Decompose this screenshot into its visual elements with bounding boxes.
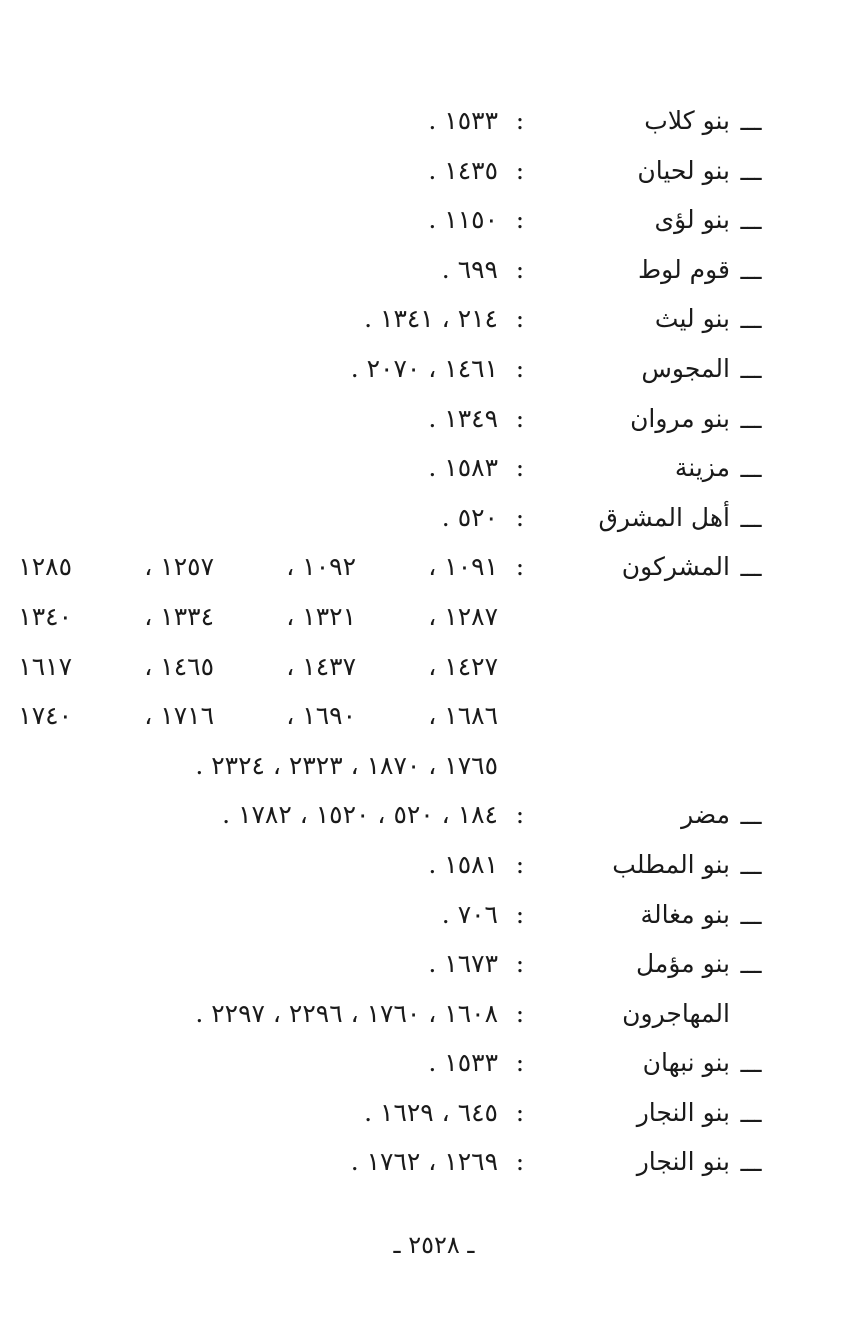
entry-dash: ـــ: [740, 207, 762, 236]
entry-colon: :: [515, 254, 525, 284]
entry-name: بنو مغالة: [640, 899, 730, 929]
entry-references: ١١٥٠ .: [428, 205, 498, 235]
index-entry: [0, 1090, 868, 1140]
entry-references: ٢١٤ ، ١٣٤١ .: [364, 304, 498, 334]
reference-number: ١٢٥٧ ،: [144, 552, 214, 582]
entry-name: بنو النجار: [636, 1147, 730, 1177]
entry-name: مزينة: [674, 453, 730, 483]
entry-colon: :: [515, 849, 525, 879]
entry-references: ١٦٧٣ .: [428, 949, 498, 979]
entry-colon: :: [515, 205, 525, 235]
index-entry: [0, 1040, 868, 1090]
entry-colon: :: [515, 403, 525, 433]
entry-dash: ـــ: [740, 355, 762, 384]
reference-number: ١٢٨٥: [18, 552, 72, 582]
index-entry-muhajirun: [0, 991, 868, 1041]
entry-colon: :: [515, 1048, 525, 1078]
entry-dash: ـــ: [740, 405, 762, 434]
entry-references: ١٦٠٨ ، ١٧٦٠ ، ٢٢٩٦ ، ٢٢٩٧ .: [195, 998, 498, 1028]
entry-references: ٦٤٥ ، ١٦٢٩ .: [364, 1097, 498, 1127]
entry-dash: ـــ: [740, 951, 762, 980]
entry-colon: :: [515, 998, 525, 1028]
entry-references: ٧٠٦ .: [441, 899, 498, 929]
entry-colon: :: [515, 155, 525, 185]
entry-name: بنو المطلب: [612, 849, 730, 879]
entry-references: ١٥٣٣ .: [428, 106, 498, 135]
entry-references: ٥٢٠ .: [441, 502, 498, 532]
reference-number: ١٦١٧: [18, 651, 72, 681]
entry-name: المشركون: [621, 552, 730, 582]
reference-grid-row: [0, 652, 498, 682]
reference-number: ١٤٦٥ ،: [144, 651, 214, 681]
entry-references: ١٤٣٥ .: [428, 155, 498, 185]
entry-dash: ـــ: [740, 901, 762, 930]
entry-dash: ـــ: [740, 1149, 762, 1178]
index-entry: [0, 495, 868, 545]
entry-colon: :: [515, 800, 525, 830]
index-entry: [0, 247, 868, 297]
entry-dash: ـــ: [740, 306, 762, 335]
entry-colon: :: [515, 949, 525, 979]
entry-references: ١٥٨٣ .: [428, 453, 498, 483]
entry-colon: :: [515, 1147, 525, 1177]
reference-number: ١٧٤٠: [18, 701, 72, 731]
entry-name: بنو ليث: [654, 304, 730, 334]
entry-dash: ـــ: [740, 802, 762, 831]
entry-dash: ـــ: [740, 504, 762, 533]
index-entry: [0, 197, 868, 247]
entry-references: ١٥٣٣ .: [428, 1048, 498, 1078]
entry-colon: :: [515, 899, 525, 929]
reference-number: ١٣٣٤ ،: [144, 601, 214, 631]
entry-references: ١٨٤ ، ٥٢٠ ، ١٥٢٠ ، ١٧٨٢ .: [222, 800, 498, 830]
index-entry: [0, 98, 868, 148]
entry-name: بنو لؤى: [654, 205, 730, 235]
entry-name: بنو النجار: [636, 1097, 730, 1127]
entry-dash: ـــ: [740, 1099, 762, 1128]
page-number: ـ ٢٥٢٨ ـ: [393, 1231, 475, 1259]
index-entry-mushrikun: [0, 544, 868, 594]
reference-number: ١٠٩١ ،: [428, 552, 498, 582]
reference-number: ١٤٢٧ ،: [428, 651, 498, 681]
entry-dash: ـــ: [740, 554, 762, 583]
entry-name: بنو مروان: [630, 403, 730, 433]
index-entry: [0, 892, 868, 942]
entry-dash: ـــ: [740, 1050, 762, 1079]
index-entry: [0, 941, 868, 991]
reference-number: ١٦٩٠ ،: [286, 701, 356, 731]
index-entry: [0, 445, 868, 495]
entry-colon: :: [515, 1097, 525, 1127]
entry-references: ٦٩٩ .: [441, 254, 498, 284]
reference-number: ١٧١٦ ،: [144, 701, 214, 731]
reference-grid-row: [0, 552, 498, 582]
entry-name: مضر: [681, 800, 730, 830]
entry-name: بنو نبهان: [642, 1048, 730, 1078]
entry-references: ١٤٦١ ، ٢٠٧٠ .: [350, 353, 498, 383]
entry-colon: :: [515, 453, 525, 483]
reference-number: ١٣٢١ ،: [286, 601, 356, 631]
entry-name: قوم لوط: [638, 254, 730, 284]
entry-name: المجوس: [641, 353, 730, 383]
reference-number: ١٤٣٧ ،: [286, 651, 356, 681]
index-entry-continuation: [0, 594, 868, 644]
reference-number: ١٢٨٧ ،: [428, 601, 498, 631]
entry-dash: ـــ: [740, 455, 762, 484]
entry-name: بنو كلاب: [644, 106, 730, 135]
entry-colon: :: [515, 502, 525, 532]
entry-colon: :: [515, 106, 525, 135]
index-entry: [0, 296, 868, 346]
index-entry-continuation: [0, 693, 868, 743]
index-entry: [0, 148, 868, 198]
entry-dash: ـــ: [740, 108, 762, 136]
reference-number: ١٠٩٢ ،: [286, 552, 356, 582]
entry-references: ١٣٤٩ .: [428, 403, 498, 433]
index-entry: [0, 346, 868, 396]
entry-references: ١٢٦٩ ، ١٧٦٢ .: [350, 1147, 498, 1177]
reference-number: ١٦٨٦ ،: [428, 701, 498, 731]
entry-dash: ـــ: [740, 157, 762, 186]
entry-name: بنو مؤمل: [636, 949, 730, 979]
entry-colon: :: [515, 552, 525, 582]
entry-colon: :: [515, 304, 525, 334]
entry-dash: ـــ: [740, 256, 762, 285]
entry-name: بنو لحيان: [637, 155, 730, 185]
entry-references: ١٥٨١ .: [428, 849, 498, 879]
index-entry: [0, 792, 868, 842]
index-entries: [0, 98, 868, 1189]
index-entry-continuation: [0, 743, 868, 793]
entry-name: المهاجرون: [622, 998, 730, 1028]
reference-grid-row: [0, 602, 498, 632]
index-entry: [0, 842, 868, 892]
entry-references: ١٧٦٥ ، ١٨٧٠ ، ٢٣٢٣ ، ٢٣٢٤ .: [195, 750, 498, 780]
reference-number: ١٣٤٠: [18, 601, 72, 631]
index-entry: [0, 1139, 868, 1189]
index-entry-continuation: [0, 644, 868, 694]
reference-grid-row: [0, 701, 498, 731]
entry-dash: ـــ: [740, 851, 762, 880]
index-entry: [0, 396, 868, 446]
entry-colon: :: [515, 353, 525, 383]
entry-name: أهل المشرق: [598, 502, 730, 532]
